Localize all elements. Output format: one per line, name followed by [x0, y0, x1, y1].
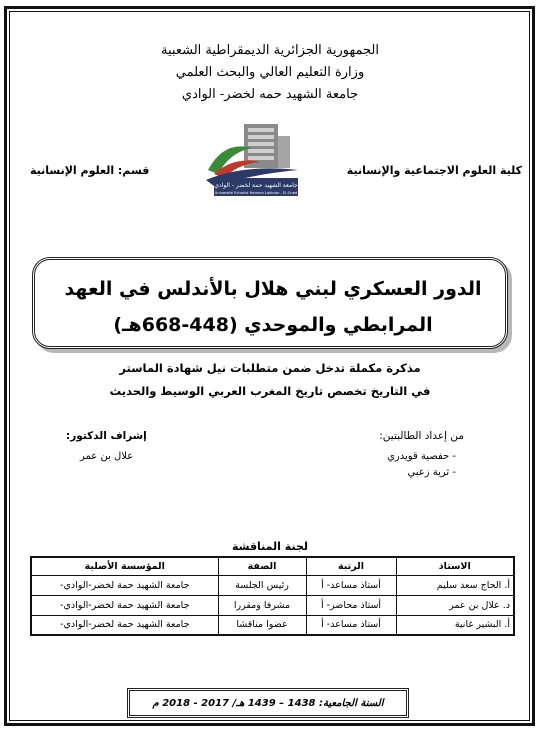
logo-name-ar: جامعة الشهيد حمة لخضر - الوادي: [214, 182, 298, 189]
thesis-title-box: [32, 257, 508, 349]
cell-rank: أستاذ مساعد- أ: [306, 575, 396, 595]
student-name: - ثرية زعبي: [407, 467, 456, 478]
col-header-rank: الرتبة: [306, 557, 396, 575]
cell-role: رئيس الجلسة: [218, 575, 306, 595]
thesis-purpose: مذكرة مكملة تدخل ضمن متطلبات نيل شهادة الماستر: [119, 361, 421, 375]
university-logo-icon: [204, 118, 304, 204]
ministry-name: وزارة التعليم العالي والبحث العلمي: [175, 65, 365, 80]
supervisor-label: إشراف الدكتور:: [66, 430, 147, 442]
thesis-title-line2: المرابطي والموحدي (448-668هـ): [113, 314, 433, 336]
cell-institution: جامعة الشهيد حمة لخضر-الوادي-: [31, 615, 218, 635]
cell-institution: جامعة الشهيد حمة لخضر-الوادي-: [31, 575, 218, 595]
cell-institution: جامعة الشهيد حمة لخضر-الوادي-: [31, 595, 218, 615]
university-name: جامعة الشهيد حمه لخضر- الوادي: [181, 87, 359, 102]
cell-professor: أ. الحاج سعد سليم: [396, 575, 514, 595]
academic-year: السنة الجامعية: 1438 – 1439 هـ/ 2017 - 2018 م: [152, 698, 384, 709]
department-name: قسم: العلوم الإنسانية: [30, 164, 150, 177]
cell-professor: أ. البشير غانية: [396, 615, 514, 635]
republic-name: الجمهورية الجزائرية الديمقراطية الشعبية: [161, 43, 379, 58]
committee-title: لجنة المناقشة: [231, 540, 308, 553]
supervisor-name: علال بن عمر: [80, 451, 134, 462]
thesis-title-line1: الدور العسكري لبني هلال بالأندلس في العهد: [64, 278, 482, 300]
col-header-institution: المؤسسة الأصلية: [31, 557, 218, 575]
student-name: - حفصية قويدري: [387, 451, 456, 462]
faculty-name: كلية العلوم الاجتماعية والإنسانية: [346, 164, 522, 177]
committee-table: [30, 556, 515, 636]
table-row: [31, 595, 514, 615]
cell-rank: أستاذ مساعد- أ: [306, 615, 396, 635]
cell-rank: أستاذ محاضر- أ: [306, 595, 396, 615]
col-header-professor: الاستاذ: [396, 557, 514, 575]
prepared-by-label: من إعداد الطالبتين:: [379, 430, 464, 442]
cell-role: مشرفا ومقررا: [218, 595, 306, 615]
committee-header-row: [31, 557, 514, 575]
cell-role: عضوا مناقشا: [218, 615, 306, 635]
thesis-specialty: في التاريخ تخصص تاريخ المغرب العربي الوسيط والحديث: [109, 384, 431, 398]
col-header-role: الصفة: [218, 557, 306, 575]
table-row: [31, 575, 514, 595]
header-block: [0, 40, 540, 106]
table-row: [31, 615, 514, 635]
academic-year-box: [127, 688, 409, 718]
cell-professor: د. علال بن عمر: [396, 595, 514, 615]
logo-name-latin: Université Echahid Hamma Lakhdar - El-Oued: [214, 191, 298, 195]
